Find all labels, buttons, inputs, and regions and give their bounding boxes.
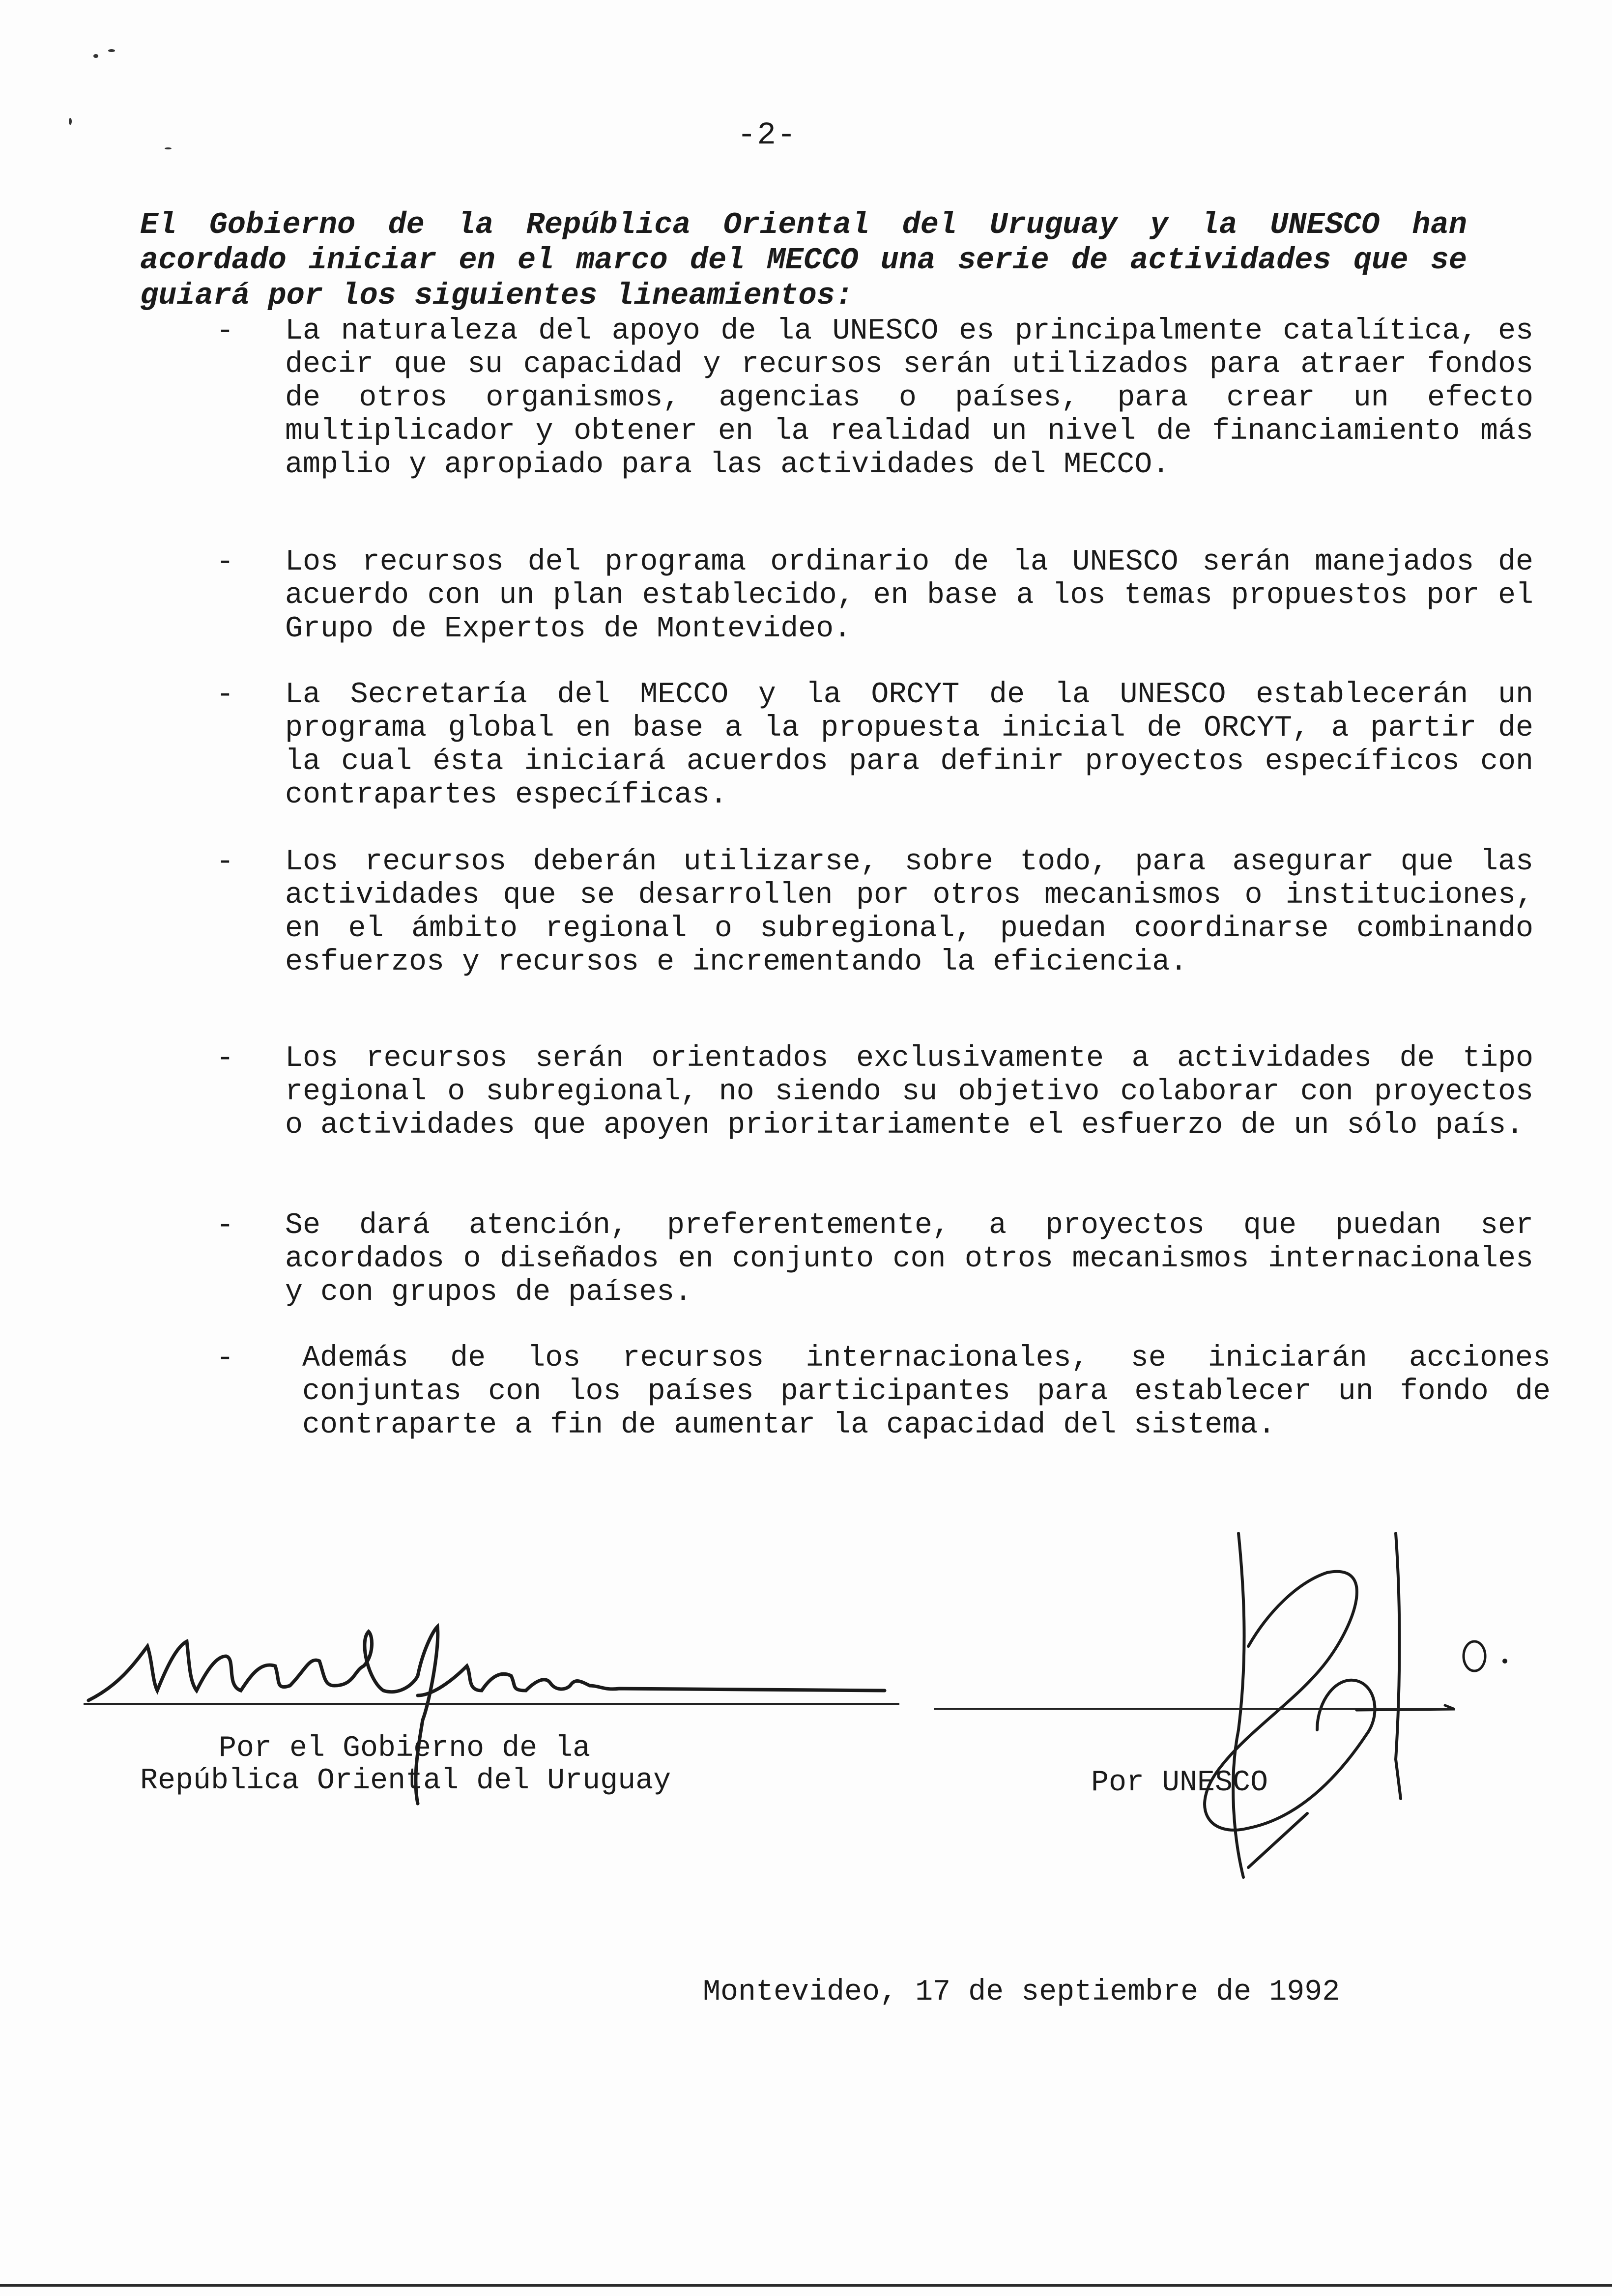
list-item-text: Además de los recursos internacionales, se iniciarán acciones conjuntas con los países participantes para establecer un fondo de contraparte a fin de aumentar la capacidad del sistema. [302, 1342, 1551, 1442]
list-item [216, 545, 1533, 646]
list-item [216, 845, 1533, 979]
bullet-dash: - [216, 1209, 234, 1242]
list-item-text: Los recursos serán orientados exclusivamente a actividades de tipo regional o subregional, no siendo su objetivo colaborar con proyectos o actividades que apoyen prioritariamente el esfuerzo de un sólo país. [285, 1042, 1533, 1142]
bottom-rule [0, 2284, 1612, 2287]
scan-speck [108, 49, 115, 52]
list-item [216, 1042, 1533, 1142]
bullet-dash: - [216, 845, 234, 879]
scan-speck [165, 147, 172, 149]
list-item-text: La naturaleza del apoyo de la UNESCO es principalmente catalítica, es decir que su capacidad y recursos serán utilizados para atraer fondos de otros organismos, agencias o países, para crear un efecto multiplicador y obtener en la realidad un nivel de financiamiento más amplio y apropiado para las actividades del MECCO. [285, 315, 1533, 482]
place-and-date: Montevideo, 17 de septiembre de 1992 [703, 1976, 1340, 2009]
list-item-text: Los recursos deberán utilizarse, sobre todo, para asegurar que las actividades que se desarrollen por otros mecanismos o instituciones, en el ámbito regional o subregional, puedan coordinarse combinando esfuerzos y recursos e incrementando la eficiencia. [285, 845, 1533, 979]
list-item [216, 315, 1533, 482]
bullet-dash: - [216, 1042, 234, 1075]
list-item [216, 678, 1533, 812]
list-item-text: Los recursos del programa ordinario de la UNESCO serán manejados de acuerdo con un plan establecido, en base a los temas propuestos por el Grupo de Expertos de Montevideo. [285, 545, 1533, 646]
bullet-dash: - [216, 1342, 234, 1375]
bullet-dash: - [216, 315, 234, 348]
right-signature-line [934, 1708, 1450, 1710]
list-item-text: La Secretaría del MECCO y la ORCYT de la UNESCO establecerán un programa global en base a la propuesta inicial de ORCYT, a partir de la cual ésta iniciará acuerdos para definir proyectos específicos con contrapartes específicas. [285, 678, 1533, 812]
right-signature-scribble [1101, 1523, 1543, 1897]
signatory-unesco: Por UNESCO [1091, 1766, 1268, 1800]
scan-speck [93, 54, 98, 58]
page-number: -2- [737, 118, 797, 153]
bullet-dash: - [216, 545, 234, 579]
signatory-uruguay-line2: República Oriental del Uruguay [140, 1764, 671, 1798]
list-item [216, 1342, 1551, 1442]
signatory-uruguay [140, 1732, 779, 1797]
bullet-dash: - [216, 678, 234, 712]
list-item-text: Se dará atención, preferentemente, a proyectos que puedan ser acordados o diseñados en conjunto con otros mecanismos internacionales y con grupos de países. [285, 1209, 1533, 1309]
scan-speck [69, 118, 72, 125]
left-signature-line [84, 1703, 899, 1705]
intro-paragraph: El Gobierno de la República Oriental del Uruguay y la UNESCO han acordado iniciar en el marco del MECCO una serie de actividades que se guiará por los siguientes lineamientos: [140, 207, 1467, 313]
list-item [216, 1209, 1533, 1309]
signatory-uruguay-line1: Por el Gobierno de la [219, 1732, 591, 1765]
